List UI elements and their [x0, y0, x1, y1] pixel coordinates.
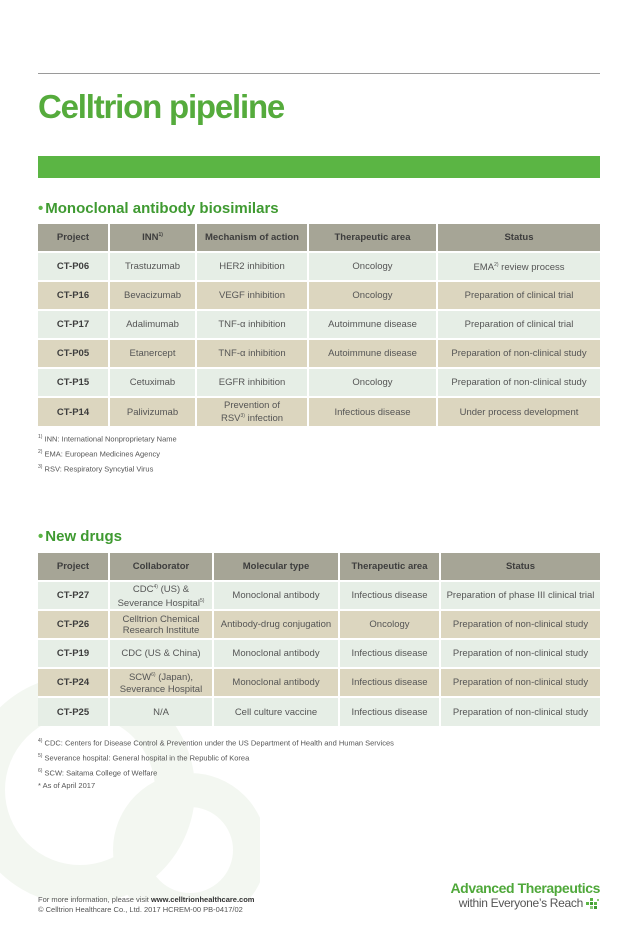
cell-collaborator: CDC (US & China) — [109, 639, 213, 668]
cell-inn: Bevacizumab — [109, 281, 196, 310]
cell-project: CT-P24 — [38, 668, 109, 697]
pixel-cluster-icon — [586, 898, 600, 910]
cell-collaborator: N/A — [109, 697, 213, 726]
new-drugs-footnotes — [38, 735, 394, 793]
cell-status: Preparation of non-clinical study — [440, 697, 600, 726]
footer-tagline — [450, 880, 600, 910]
col-header-project: Project — [38, 224, 109, 252]
col-header-area: Therapeutic area — [339, 553, 440, 581]
cell-project: CT-P14 — [38, 397, 109, 426]
table-row — [38, 252, 600, 281]
cell-mechanism: TNF-α inhibition — [196, 339, 308, 368]
table-row — [38, 639, 600, 668]
cell-inn: Trastuzumab — [109, 252, 196, 281]
footnote: $^{5)}$ Severance hospital: General hospital in the Republic of Korea — [38, 753, 250, 763]
cell-mechanism: TNF-α inhibition — [196, 310, 308, 339]
table-row — [38, 581, 600, 610]
footer-info: For more information, please visit www.celltrionhealthcare.com © Celltrion Healthcare Co., Ltd. 2017 HCREM-00 PB-0417/02 — [38, 895, 255, 914]
table-row — [38, 668, 600, 697]
bullet-icon: • — [38, 200, 44, 217]
col-header-area: Therapeutic area — [308, 224, 437, 252]
cell-inn: Adalimumab — [109, 310, 196, 339]
table-row — [38, 281, 600, 310]
cell-area: Oncology — [308, 252, 437, 281]
cell-mechanism: HER2 inhibition — [196, 252, 308, 281]
bullet-icon: • — [38, 528, 44, 545]
cell-project: CT-P17 — [38, 310, 109, 339]
col-header-status: Status — [440, 553, 600, 581]
section-title-new-drugs: • New drugs — [38, 528, 122, 545]
cell-status: Preparation of non-clinical study — [440, 639, 600, 668]
cell-area: Oncology — [308, 368, 437, 397]
cell-area: Infectious disease — [339, 697, 440, 726]
table-row — [38, 397, 600, 426]
cell-area: Infectious disease — [339, 581, 440, 610]
biosimilars-table — [38, 224, 600, 426]
cell-area: Autoimmune disease — [308, 310, 437, 339]
table-row — [38, 610, 600, 639]
footnote: $^{3)}$ RSV: Respiratory Syncytial Virus — [38, 464, 154, 474]
cell-mechanism: EGFR inhibition — [196, 368, 308, 397]
cell-collaborator: CDC$^{4)}$ (US) & Severance Hospital$^{5)}$ — [109, 581, 213, 610]
cell-type: Cell culture vaccine — [213, 697, 339, 726]
cell-project: CT-P16 — [38, 281, 109, 310]
cell-project: CT-P15 — [38, 368, 109, 397]
footnote: $^{2)}$ EMA: European Medicines Agency — [38, 449, 161, 459]
cell-status: Preparation of non-clinical study — [437, 368, 600, 397]
cell-area: Infectious disease — [308, 397, 437, 426]
copyright: © Celltrion Healthcare Co., Ltd. 2017 HCREM-00 PB-0417/02 — [38, 905, 243, 914]
cell-project: CT-P05 — [38, 339, 109, 368]
table-row — [38, 310, 600, 339]
cell-type: Monoclonal antibody — [213, 581, 339, 610]
cell-area: Autoimmune disease — [308, 339, 437, 368]
cell-area: Oncology — [308, 281, 437, 310]
biosimilars-footnotes — [38, 431, 177, 476]
cell-inn: Cetuximab — [109, 368, 196, 397]
cell-project: CT-P06 — [38, 252, 109, 281]
footnote-date: * As of April 2017 — [38, 781, 96, 790]
cell-status: Preparation of non-clinical study — [437, 339, 600, 368]
cell-collaborator: SCW$^{6)}$ (Japan), Severance Hospital — [109, 668, 213, 697]
section-title-biosimilars: • Monoclonal antibody biosimilars — [38, 200, 279, 217]
cell-status: Preparation of non-clinical study — [440, 668, 600, 697]
cell-project: CT-P27 — [38, 581, 109, 610]
cell-type: Antibody-drug conjugation — [213, 610, 339, 639]
cell-area: Oncology — [339, 610, 440, 639]
table-row — [38, 697, 600, 726]
cell-project: CT-P19 — [38, 639, 109, 668]
footnote: $^{4)}$ CDC: Centers for Disease Control & Prevention under the US Department of Health and Human Services — [38, 738, 394, 748]
table-row — [38, 368, 600, 397]
col-header-molecular-type: Molecular type — [213, 553, 339, 581]
cell-status: Preparation of clinical trial — [437, 310, 600, 339]
page-title: Celltrion pipeline — [38, 88, 285, 125]
cell-status: Preparation of phase III clinical trial — [440, 581, 600, 610]
cell-inn: Etanercept — [109, 339, 196, 368]
col-header-project: Project — [38, 553, 109, 581]
cell-project: CT-P26 — [38, 610, 109, 639]
cell-project: CT-P25 — [38, 697, 109, 726]
tagline-line-2: within Everyone’s Reach — [450, 896, 600, 910]
table-row — [38, 339, 600, 368]
cell-status: Preparation of non-clinical study — [440, 610, 600, 639]
footnote: $^{6)}$ SCW: Saitama College of Welfare — [38, 768, 158, 778]
col-header-status: Status — [437, 224, 600, 252]
cell-collaborator: Celltrion Chemical Research Institute — [109, 610, 213, 639]
tagline-line-1: Advanced Therapeutics — [450, 880, 600, 896]
cell-area: Infectious disease — [339, 639, 440, 668]
table-header-row — [38, 224, 600, 252]
footnote: $^{1)}$ INN: International Nonproprietary Name — [38, 434, 177, 444]
cell-inn: Palivizumab — [109, 397, 196, 426]
green-banner-bar — [38, 156, 600, 178]
cell-status: Under process development — [437, 397, 600, 426]
top-divider — [38, 73, 600, 74]
cell-mechanism: VEGF inhibition — [196, 281, 308, 310]
website-link[interactable]: www.celltrionhealthcare.com — [150, 895, 255, 904]
cell-mechanism: Prevention of RSV$^{3)}$ infection — [196, 397, 308, 426]
cell-status: EMA$^{2)}$ review process — [437, 252, 600, 281]
cell-status: Preparation of clinical trial — [437, 281, 600, 310]
cell-type: Monoclonal antibody — [213, 639, 339, 668]
new-drugs-table — [38, 553, 600, 726]
col-header-inn: INN$^{1)}$ — [109, 224, 196, 252]
table-header-row — [38, 553, 600, 581]
cell-area: Infectious disease — [339, 668, 440, 697]
cell-type: Monoclonal antibody — [213, 668, 339, 697]
col-header-collaborator: Collaborator — [109, 553, 213, 581]
col-header-mechanism: Mechanism of action — [196, 224, 308, 252]
